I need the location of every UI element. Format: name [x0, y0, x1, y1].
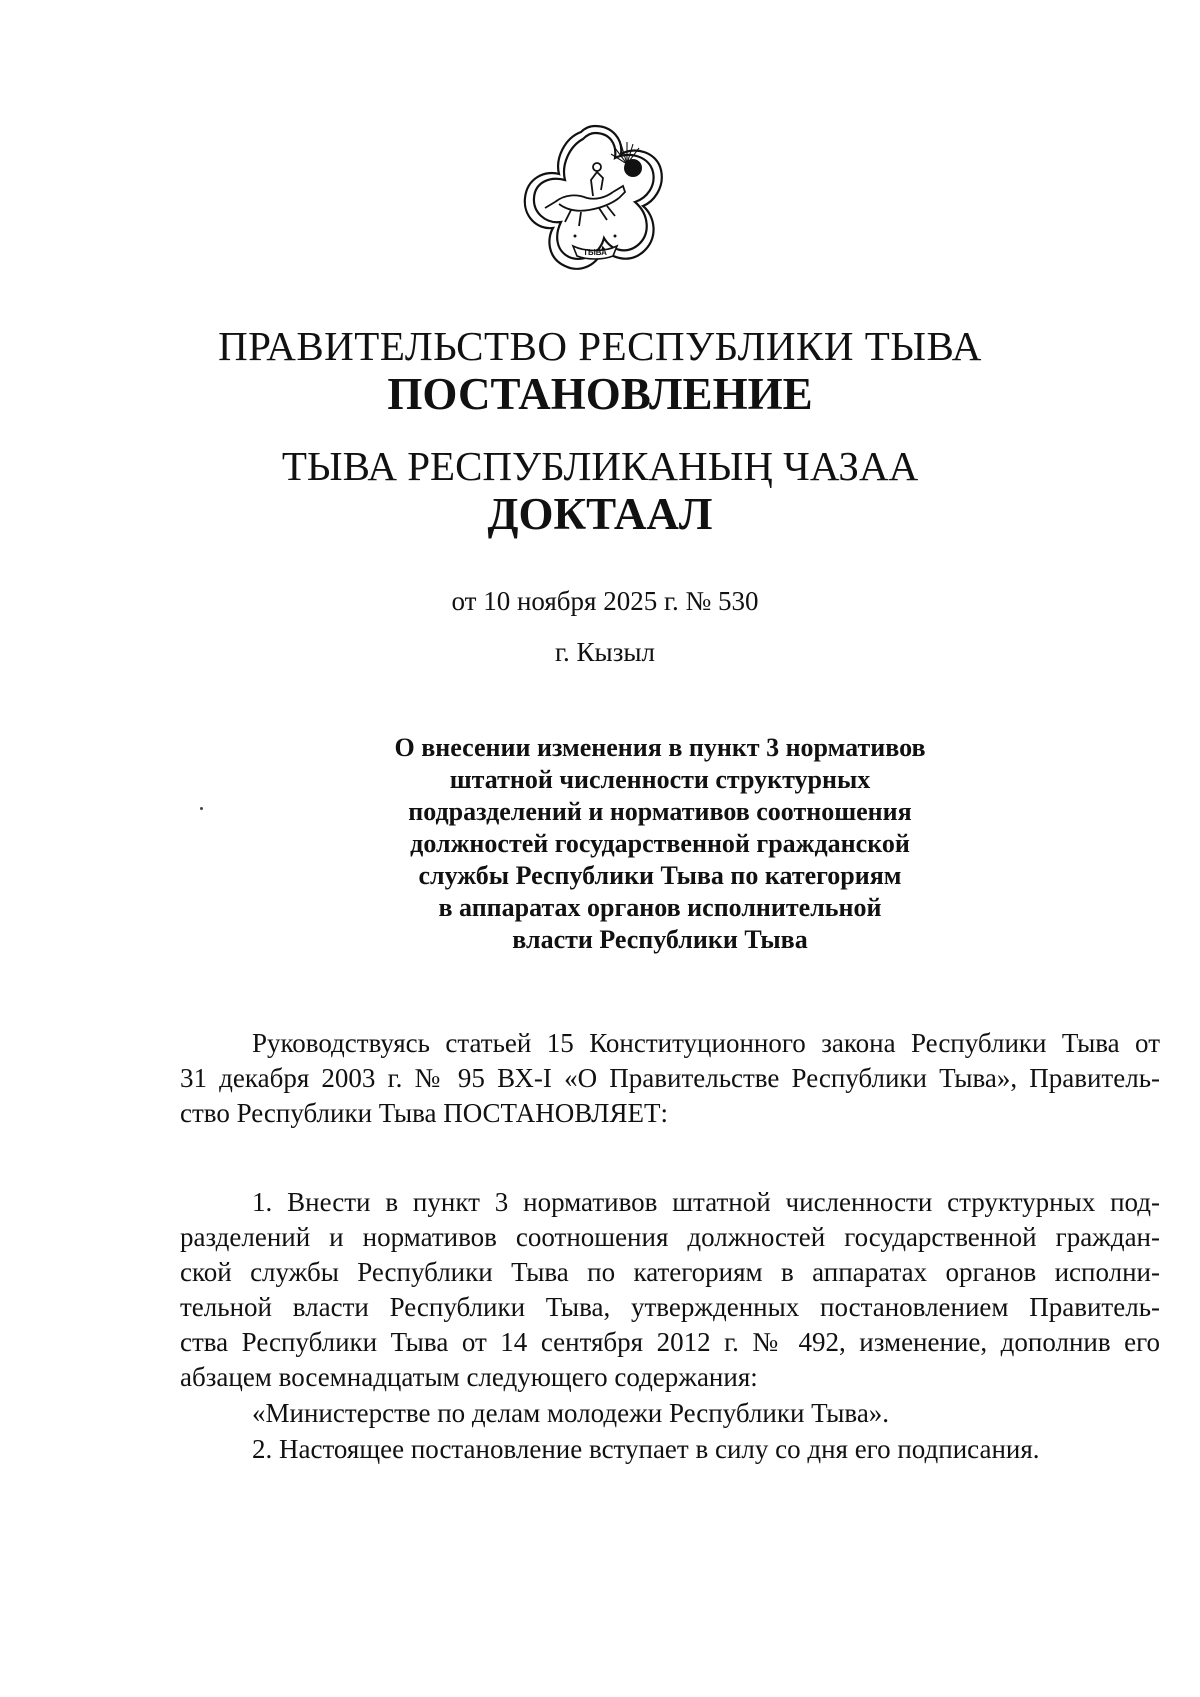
preamble-line: Руководствуясь статьей 15 Конституционного закона Республики Тыва от	[252, 1028, 1160, 1058]
government-title-tyv: ТЫВА РЕСПУБЛИКАНЫҢ ЧАЗАА	[281, 443, 919, 489]
preamble-line: ство Республики Тыва ПОСТАНОВЛЯЕТ:	[180, 1098, 668, 1128]
item-1-line: ства Республики Тыва от 14 сентября 2012 г. № 492, изменение, дополнив его	[180, 1327, 1160, 1357]
decree-subject	[340, 732, 980, 956]
subject-line: власти Республики Тыва	[512, 925, 808, 954]
subject-line: О внесении изменения в пункт 3 нормативов	[394, 733, 926, 762]
item-1-line: ской службы Республики Тыва по категориям в аппаратах органов исполни-	[180, 1257, 1160, 1287]
item-1-paragraph	[180, 1185, 1160, 1395]
inserted-text-quote: «Министерстве по делам молодежи Республики Тыва».	[252, 1398, 890, 1428]
decree-city: г. Кызыл	[555, 637, 655, 667]
subject-line: должностей государственной гражданской	[410, 829, 910, 858]
scan-artifact-dot	[200, 807, 203, 810]
item-2-paragraph: 2. Настоящее постановление вступает в силу со дня его подписания.	[252, 1434, 1040, 1464]
tuva-coat-of-arms-icon	[515, 118, 675, 278]
preamble-paragraph	[180, 1026, 1160, 1131]
subject-line: штатной численности структурных	[449, 765, 871, 794]
item-1-line: разделений и нормативов соотношения должностей государственной граждан-	[180, 1222, 1160, 1252]
item-1-line: абзацем восемнадцатым следующего содержания:	[180, 1362, 758, 1392]
decree-date-number: от 10 ноября 2025 г. № 530	[451, 586, 759, 616]
subject-line: службы Республики Тыва по категориям	[418, 861, 902, 890]
emblem-inscription: ТЫВА	[583, 248, 607, 257]
item-1-line: 1. Внести в пункт 3 нормативов штатной численности структурных под-	[252, 1187, 1160, 1217]
subject-line: в аппаратах органов исполнительной	[438, 893, 882, 922]
item-1-line: тельной власти Республики Тыва, утвержденных постановлением Правитель-	[180, 1292, 1160, 1322]
decree-title-tyv: ДОКТААЛ	[487, 489, 713, 539]
decree-title-ru: ПОСТАНОВЛЕНИЕ	[387, 369, 813, 419]
government-title-ru: ПРАВИТЕЛЬСТВО РЕСПУБЛИКИ ТЫВА	[218, 323, 982, 369]
subject-line: подразделений и нормативов соотношения	[408, 797, 912, 826]
preamble-line: 31 декабря 2003 г. № 95 ВХ-I «О Правительстве Республики Тыва», Правитель-	[180, 1063, 1160, 1093]
